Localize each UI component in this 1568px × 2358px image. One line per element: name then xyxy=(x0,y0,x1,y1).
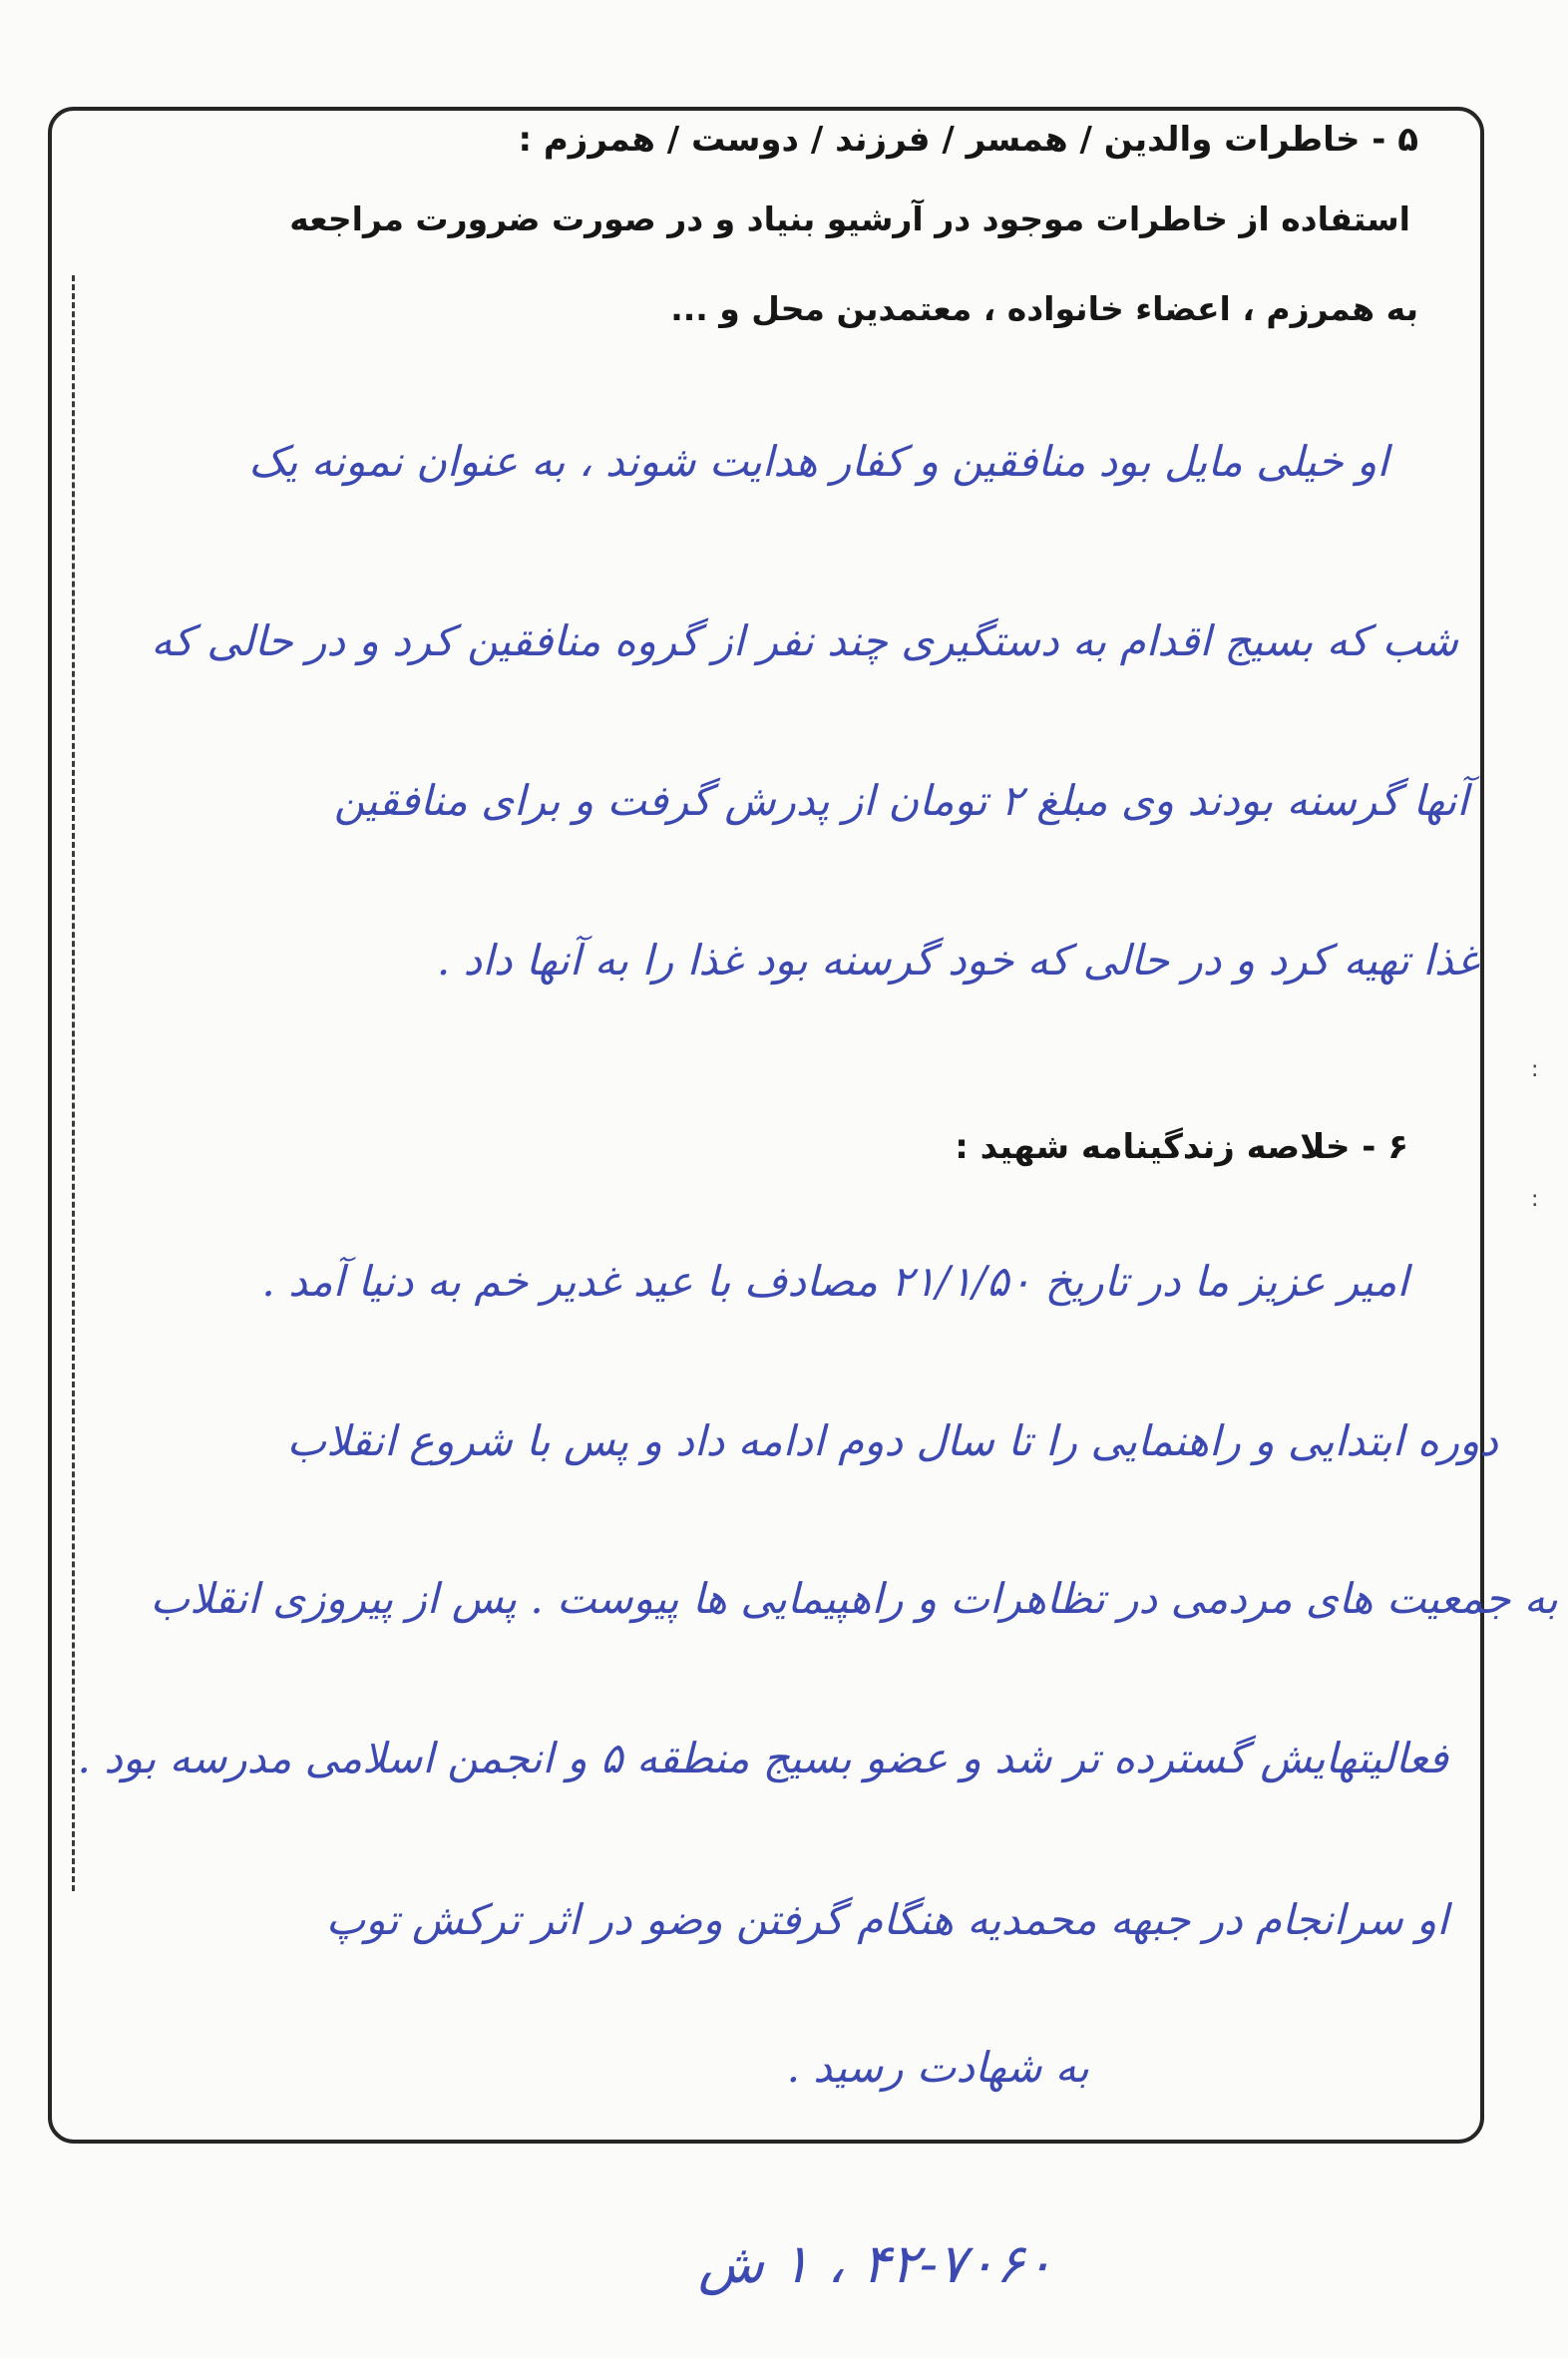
section6-handwriting-line2: دوره ابتدایی و راهنمایی را تا سال دوم ادامه داد و پس با شروع انقلاب xyxy=(286,1416,1498,1465)
section5-handwriting-line3: آنها گرسنه بودند وی مبلغ ۲ تومان از پدرش گرفت و برای منافقین xyxy=(333,776,1468,825)
frame-dashed-edge xyxy=(72,275,75,1891)
section5-title: ۵ - خاطرات والدین / همسر / فرزند / دوست / همرزم : xyxy=(518,120,1418,160)
section6-handwriting-line1: امیر عزیز ما در تاریخ ۲۱/۱/۵۰ مصادف با عید غدیر خم به دنیا آمد . xyxy=(261,1257,1408,1306)
section5-handwriting-line1: او خیلی مایل بود منافقین و کفار هدایت شوند ، به عنوان نمونه یک xyxy=(248,437,1388,486)
scan-dot-mark: : xyxy=(1531,1187,1539,1212)
section5-instruction-line2: به همرزم ، اعضاء خانواده ، معتمدین محل و ... xyxy=(670,289,1418,328)
section5-handwriting-line2: شب که بسیج اقدام به دستگیری چند نفر از گروه منافقین کرد و در حالی که xyxy=(151,616,1458,665)
section6-handwriting-line5: او سرانجام در جبهه محمدیه هنگام گرفتن وضو در اثر ترکش توپ xyxy=(325,1895,1448,1944)
document-number: ۴۲-۷۰۶۰ ، ۱ ش xyxy=(698,2232,1054,2295)
section6-handwriting-line6: به شهادت رسید . xyxy=(786,2043,1089,2092)
form-frame xyxy=(48,107,1484,2144)
scan-dot-mark: : xyxy=(1531,1057,1539,1082)
section5-instruction-line1: استفاده از خاطرات موجود در آرشیو بنیاد و در صورت ضرورت مراجعه xyxy=(289,199,1410,238)
section6-handwriting-line4: فعالیتهایش گسترده تر شد و عضو بسیج منطقه ۵ و انجمن اسلامی مدرسه بود . xyxy=(77,1734,1448,1782)
section5-handwriting-line4: غذا تهیه کرد و در حالی که خود گرسنه بود غذا را به آنها داد . xyxy=(436,936,1478,984)
section6-title: ۶ - خلاصه زندگینامه شهید : xyxy=(955,1127,1408,1167)
section6-handwriting-line3: به جمعیت های مردمی در تظاهرات و راهپیمایی ها پیوست . پس از پیروزی انقلاب xyxy=(150,1574,1558,1623)
